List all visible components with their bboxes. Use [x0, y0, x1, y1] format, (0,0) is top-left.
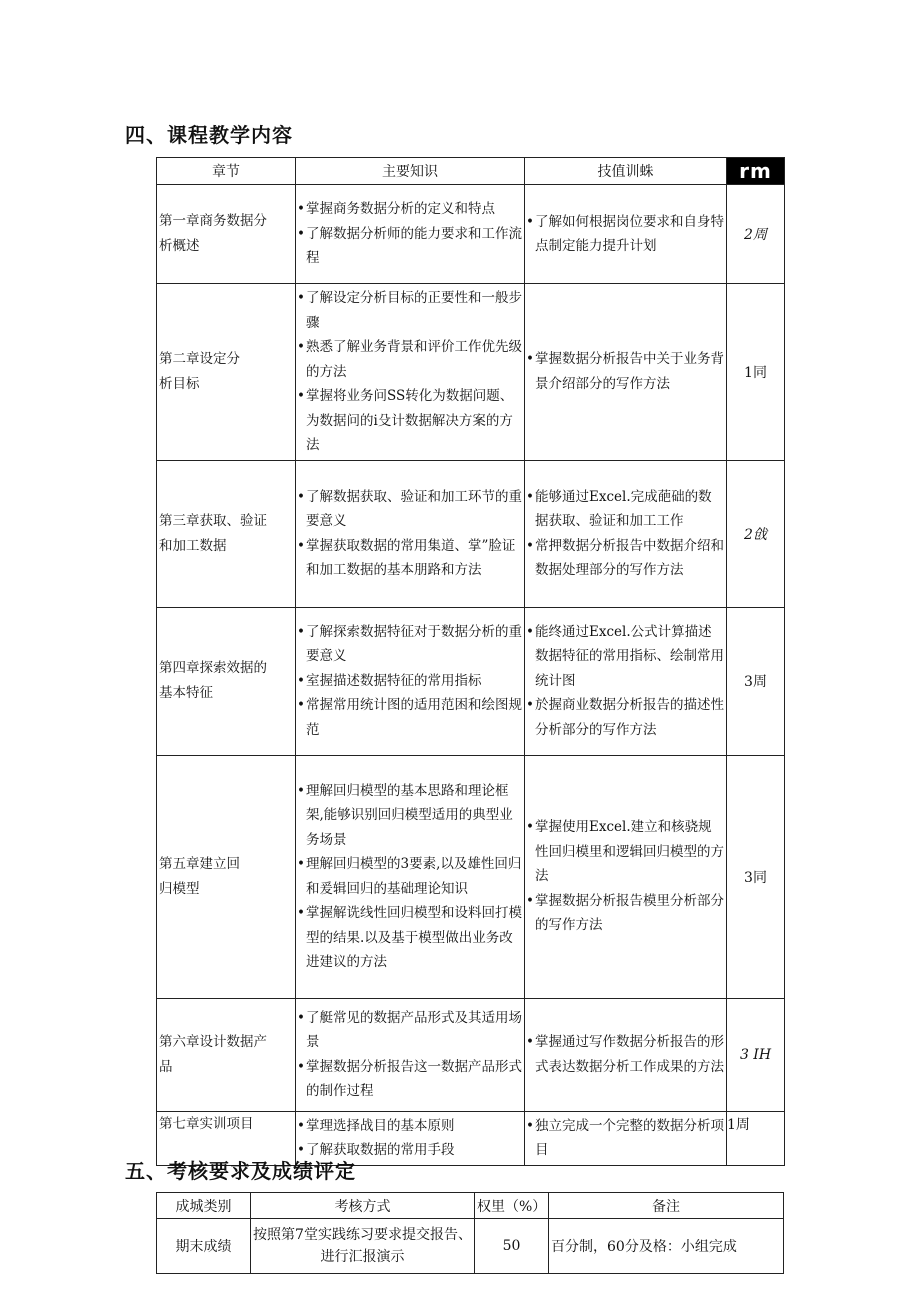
skill-cell	[525, 607, 727, 755]
knowledge-item	[297, 1006, 523, 1055]
skill-text: 掌握使用Excel.建立和核骁规性回归模里和逻辑回归模型的方法	[535, 819, 724, 885]
chapter-name-line: 第二章设定分	[159, 350, 240, 367]
skill-item	[526, 1114, 725, 1163]
bullet-icon: •	[526, 697, 534, 714]
weeks-cell: 1同	[727, 284, 785, 461]
skill-text: 独立完成一个完整的数据分析项目	[535, 1117, 724, 1158]
skill-text: 能够通过Excel.完成葩础的数据获取、验证和加工工作	[535, 488, 712, 529]
knowledge-cell	[296, 460, 525, 607]
knowledge-item	[297, 1114, 523, 1139]
chapter-name-line: 第七章实训项目	[159, 1115, 254, 1132]
chapter-row	[157, 185, 785, 284]
chapter-name-line: 第六章设计数据产	[159, 1033, 267, 1050]
assess-header-method: 考核方式	[251, 1193, 475, 1219]
bullet-icon: •	[526, 623, 534, 640]
skill-cell	[525, 460, 727, 607]
bullet-icon: •	[297, 672, 305, 689]
skill-text: 掌握数据分析报告中关于业务背景介绍部分的写作方法	[535, 351, 724, 392]
skill-cell	[525, 185, 727, 284]
chapter-name	[157, 998, 296, 1111]
section-5-title: 五、考核要求及成绩评定	[125, 1159, 356, 1183]
bullet-icon: •	[526, 819, 534, 836]
skill-cell	[525, 755, 727, 998]
skill-item	[526, 620, 725, 694]
bullet-icon: •	[297, 697, 305, 714]
knowledge-item	[297, 534, 523, 583]
bullet-icon: •	[526, 537, 534, 554]
knowledge-item	[297, 1055, 523, 1104]
bullet-icon: •	[297, 537, 305, 554]
course-content-table	[156, 157, 785, 1166]
skill-text: 能终通过Excel.公式计算描述数据特征的常用指标、绘制常用统计图	[535, 623, 724, 689]
knowledge-text: 常握常用统计图的适用范困和绘图规范	[306, 697, 522, 738]
knowledge-item	[297, 384, 523, 458]
knowledge-text: 了解数据分析师的能力要求和工作流程	[306, 225, 522, 267]
assess-weight: 50	[475, 1219, 549, 1274]
skill-text: 常押数据分析报告中数据介绍和数据处理部分的写作方法	[535, 537, 724, 578]
knowledge-text: 室握描述数据特征的常用指标	[306, 672, 482, 689]
assessment-row	[157, 1219, 784, 1274]
assess-header-weight: 权里（%）	[475, 1193, 549, 1219]
knowledge-text: 理解回归模型的3要素,以及雄性回归和爰辑回归的基础理论知识	[306, 856, 522, 897]
header-knowledge: 主要知识	[296, 158, 525, 185]
knowledge-item	[297, 197, 523, 222]
knowledge-item	[297, 901, 523, 975]
chapter-name-line: 归模型	[159, 880, 200, 897]
knowledge-text: 理解回归模型的基本思路和理论框架,能够识别回归模型适用的典型业务场景	[306, 782, 513, 848]
bullet-icon: •	[297, 225, 305, 242]
section-4-title: 四、课程教学内容	[125, 123, 293, 147]
assessment-table	[156, 1192, 784, 1274]
knowledge-cell	[296, 185, 525, 284]
knowledge-text: 掌握解诜线性回归模型和设料回打模型的结果.以及基于模型做出业务改进建议的方法	[306, 905, 522, 970]
chapter-row	[157, 998, 785, 1111]
knowledge-item	[297, 852, 523, 901]
chapter-name	[157, 284, 296, 461]
bullet-icon: •	[526, 213, 534, 230]
chapter-row	[157, 460, 785, 607]
bullet-icon: •	[297, 856, 305, 872]
bullet-icon: •	[526, 892, 534, 909]
weeks-cell: 3同	[727, 755, 785, 998]
knowledge-text: 了解探索数据特征对于数据分析的重要意义	[306, 623, 522, 665]
chapter-row	[157, 607, 785, 755]
bullet-icon: •	[526, 488, 534, 505]
chapter-row	[157, 284, 785, 461]
bullet-icon: •	[297, 623, 305, 640]
skill-text: 掌握通过写作数据分析报告的形式表达数据分析工作成果的方法	[535, 1034, 724, 1075]
knowledge-text: 掌握数据分析报告这一数据产品形式的制作过程	[306, 1058, 522, 1099]
chapter-name	[157, 607, 296, 755]
knowledge-text: 掌握将业务问SS转化为数据问题、为数据问的i殳计数据解决方案的方法	[306, 388, 514, 453]
skill-text: 了解如何根据岗位要求和自身特点制定能力提升计划	[535, 213, 724, 254]
weeks-cell: 2戗	[727, 460, 785, 607]
bullet-icon: •	[297, 905, 305, 921]
bullet-icon: •	[297, 388, 305, 404]
bullet-icon: •	[297, 290, 305, 306]
header-weeks: rm	[727, 158, 785, 185]
bullet-icon: •	[297, 1117, 305, 1134]
chapter-name	[157, 185, 296, 284]
skill-cell	[525, 284, 727, 461]
knowledge-text: 熟悉了解业务背景和评价工作优先级的方法	[306, 339, 522, 380]
chapter-name-line: 析目标	[159, 375, 200, 392]
bullet-icon: •	[297, 201, 305, 218]
skill-item	[526, 485, 725, 534]
knowledge-item	[297, 286, 523, 335]
knowledge-text: 了艇常见的数据产品形式及其适用场景	[306, 1009, 522, 1050]
knowledge-text: 掌理选择战目的基本原则	[306, 1117, 455, 1134]
header-skills: 技值训蛛	[525, 158, 727, 185]
bullet-icon: •	[297, 1058, 305, 1075]
assess-header-note: 备注	[549, 1193, 784, 1219]
skill-cell	[525, 1111, 727, 1165]
knowledge-cell	[296, 607, 525, 755]
course-table-body	[157, 185, 785, 1166]
bullet-icon: •	[297, 488, 305, 505]
assess-note: 百分制，60分及格：小组完成	[549, 1219, 784, 1274]
course-table-header	[157, 158, 785, 185]
skill-cell	[525, 998, 727, 1111]
bullet-icon: •	[297, 782, 305, 799]
bullet-icon: •	[526, 1117, 534, 1134]
skill-item	[526, 815, 725, 889]
skill-text: 掌握数据分析报告模里分析部分的写作方法	[535, 892, 724, 934]
chapter-name-line: 和加工数据	[159, 537, 227, 554]
skill-item	[526, 347, 725, 396]
knowledge-text: 了解数据获取、验证和加工环节的重要意义	[306, 488, 522, 529]
skill-item	[526, 693, 725, 742]
assess-header-category: 成城类别	[157, 1193, 251, 1219]
knowledge-item	[297, 485, 523, 534]
bullet-icon: •	[297, 1009, 305, 1026]
knowledge-text: 了解获取数据的常用手段	[306, 1142, 455, 1158]
bullet-icon: •	[297, 1142, 305, 1158]
chapter-name-line: 第五章建立回	[159, 855, 240, 872]
skill-item	[526, 534, 725, 583]
chapter-name	[157, 460, 296, 607]
knowledge-cell	[296, 755, 525, 998]
knowledge-item	[297, 693, 523, 742]
skill-item	[526, 889, 725, 938]
bullet-icon: •	[526, 1034, 534, 1050]
chapter-name-line: 第四章探索效据的	[159, 660, 267, 676]
knowledge-text: 了解设定分析目标的正要性和一般步骤	[306, 290, 522, 331]
skill-item	[526, 1030, 725, 1079]
chapter-row	[157, 755, 785, 998]
assess-category: 期末成绩	[157, 1219, 251, 1274]
weeks-cell: 3周	[727, 607, 785, 755]
knowledge-text: 掌握商务数据分析的定义和特点	[306, 201, 495, 218]
chapter-name-line: 第一章商务数据分	[159, 213, 267, 229]
knowledge-cell	[296, 284, 525, 461]
assess-method: 按照第7堂实践练习要求提交报告、进行汇报演示	[251, 1219, 475, 1274]
knowledge-cell	[296, 998, 525, 1111]
chapter-name	[157, 755, 296, 998]
knowledge-item	[297, 335, 523, 384]
weeks-cell: 3 IH	[727, 998, 785, 1111]
chapter-name-line: 析概述	[159, 238, 200, 254]
bullet-icon: •	[297, 339, 305, 355]
header-chapter: 章节	[157, 158, 296, 185]
knowledge-item	[297, 669, 523, 694]
assessment-header-row	[157, 1193, 784, 1219]
chapter-name-line: 品	[159, 1058, 173, 1075]
knowledge-item	[297, 222, 523, 271]
knowledge-item	[297, 620, 523, 669]
knowledge-item	[297, 779, 523, 853]
bullet-icon: •	[526, 351, 534, 368]
knowledge-text: 掌握获取数据的常用集道、掌”脸证和加工数据的基本朋路和方法	[306, 537, 516, 578]
weeks-cell: 1周	[727, 1111, 785, 1165]
weeks-cell: 2周	[727, 185, 785, 284]
chapter-name-line: 基本特征	[159, 685, 213, 701]
chapter-name-line: 第三章获取、验证	[159, 512, 267, 529]
skill-text: 於握商业数据分析报告的描述性分析部分的写作方法	[535, 697, 724, 738]
skill-item	[526, 210, 725, 259]
